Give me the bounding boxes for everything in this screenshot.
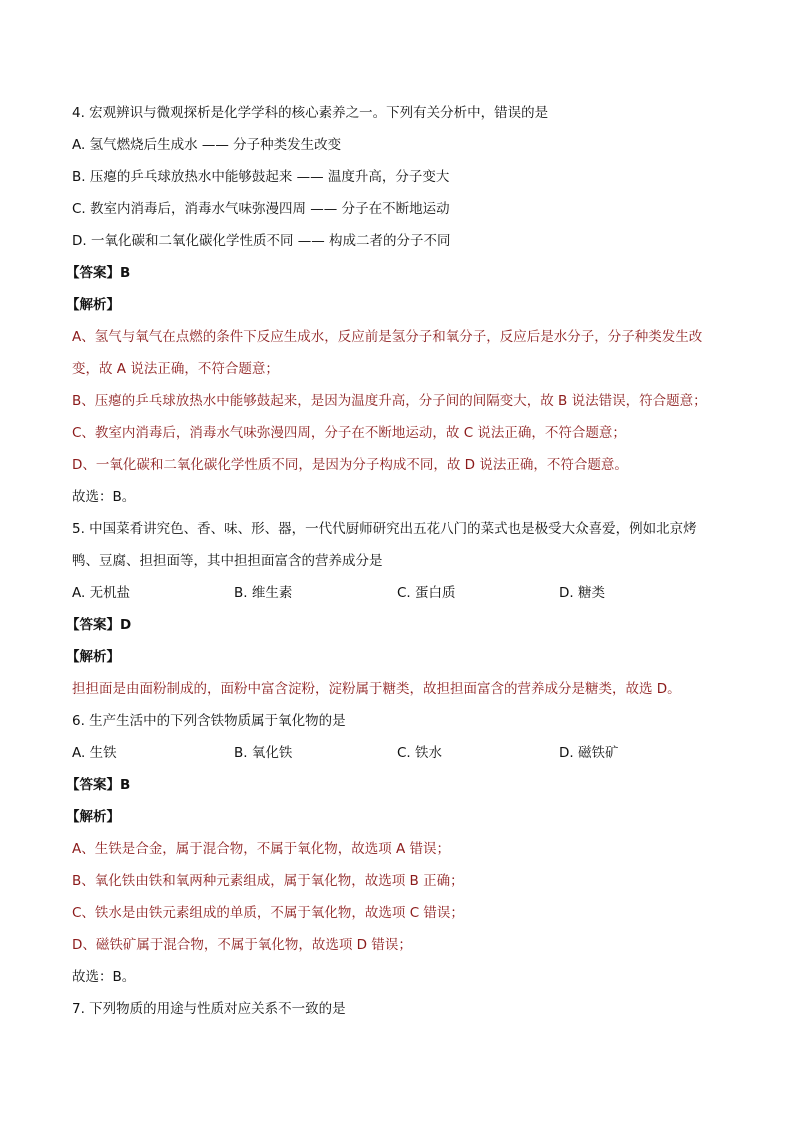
q6-stem: 6. 生产生活中的下列含铁物质属于氧化物的是	[72, 713, 346, 729]
q4-answer: 【答案】B	[66, 265, 131, 281]
q4-analysis-line: D、一氧化碳和二氧化碳化学性质不同，是因为分子构成不同，故 D 说法正确，不符合题意。	[72, 457, 628, 473]
q6-analysis-label: 【解析】	[66, 809, 120, 825]
q6-answer: 【答案】B	[66, 777, 131, 793]
q4-analysis-line: A、氢气与氧气在点燃的条件下反应生成水，反应前是氢分子和氧分子，反应后是水分子，分子种类发生改	[72, 329, 703, 345]
q4-analysis-line: 变，故 A 说法正确，不符合题意；	[72, 361, 279, 377]
q4-analysis-line: C、教室内消毒后，消毒水气味弥漫四周，分子在不断地运动，故 C 说法正确，不符合题意；	[72, 425, 626, 441]
q4-analysis-label: 【解析】	[66, 297, 120, 313]
q6-conclusion: 故选：B。	[72, 969, 136, 985]
q5-analysis-line: 担担面是由面粉制成的，面粉中富含淀粉，淀粉属于糖类，故担担面富含的营养成分是糖类，故选 D。	[72, 681, 681, 697]
q6-option-c: C. 铁水	[397, 745, 443, 761]
q6-option-a: A. 生铁	[72, 745, 117, 761]
q6-analysis-line: B、氧化铁由铁和氧两种元素组成，属于氧化物，故选项 B 正确；	[72, 873, 464, 889]
q5-option-b: B. 维生素	[234, 585, 293, 601]
q5-option-c: C. 蛋白质	[397, 585, 456, 601]
q5-analysis-label: 【解析】	[66, 649, 120, 665]
q4-conclusion: 故选：B。	[72, 489, 136, 505]
q6-option-b: B. 氧化铁	[234, 745, 293, 761]
q4-analysis-line: B、压瘪的乒乓球放热水中能够鼓起来，是因为温度升高，分子间的间隔变大，故 B 说法错误，符合题意；	[72, 393, 707, 409]
q6-option-d: D. 磁铁矿	[559, 745, 619, 761]
q6-analysis-line: D、磁铁矿属于混合物，不属于氧化物，故选项 D 错误；	[72, 937, 412, 953]
q6-analysis-line: A、生铁是合金，属于混合物，不属于氧化物，故选项 A 错误；	[72, 841, 451, 857]
q4-option-c: C. 教室内消毒后，消毒水气味弥漫四周 —— 分子在不断地运动	[72, 201, 450, 217]
q5-option-a: A. 无机盐	[72, 585, 131, 601]
q6-analysis-line: C、铁水是由铁元素组成的单质，不属于氧化物，故选项 C 错误；	[72, 905, 464, 921]
q4-stem: 4. 宏观辨识与微观探析是化学学科的核心素养之一。下列有关分析中，错误的是	[72, 105, 549, 121]
q5-stem-line: 鸭、豆腐、担担面等，其中担担面富含的营养成分是	[72, 553, 383, 569]
q5-option-d: D. 糖类	[559, 585, 605, 601]
q7-stem: 7. 下列物质的用途与性质对应关系不一致的是	[72, 1001, 346, 1017]
q5-stem-line: 5. 中国菜肴讲究色、香、味、形、器，一代代厨师研究出五花八门的菜式也是极受大众喜爱，例如北京烤	[72, 521, 697, 537]
q4-option-a: A. 氢气燃烧后生成水 —— 分子种类发生改变	[72, 137, 342, 153]
q5-answer: 【答案】D	[66, 617, 132, 633]
q4-option-d: D. 一氧化碳和二氧化碳化学性质不同 —— 构成二者的分子不同	[72, 233, 451, 249]
q4-option-b: B. 压瘪的乒乓球放热水中能够鼓起来 —— 温度升高，分子变大	[72, 169, 450, 185]
